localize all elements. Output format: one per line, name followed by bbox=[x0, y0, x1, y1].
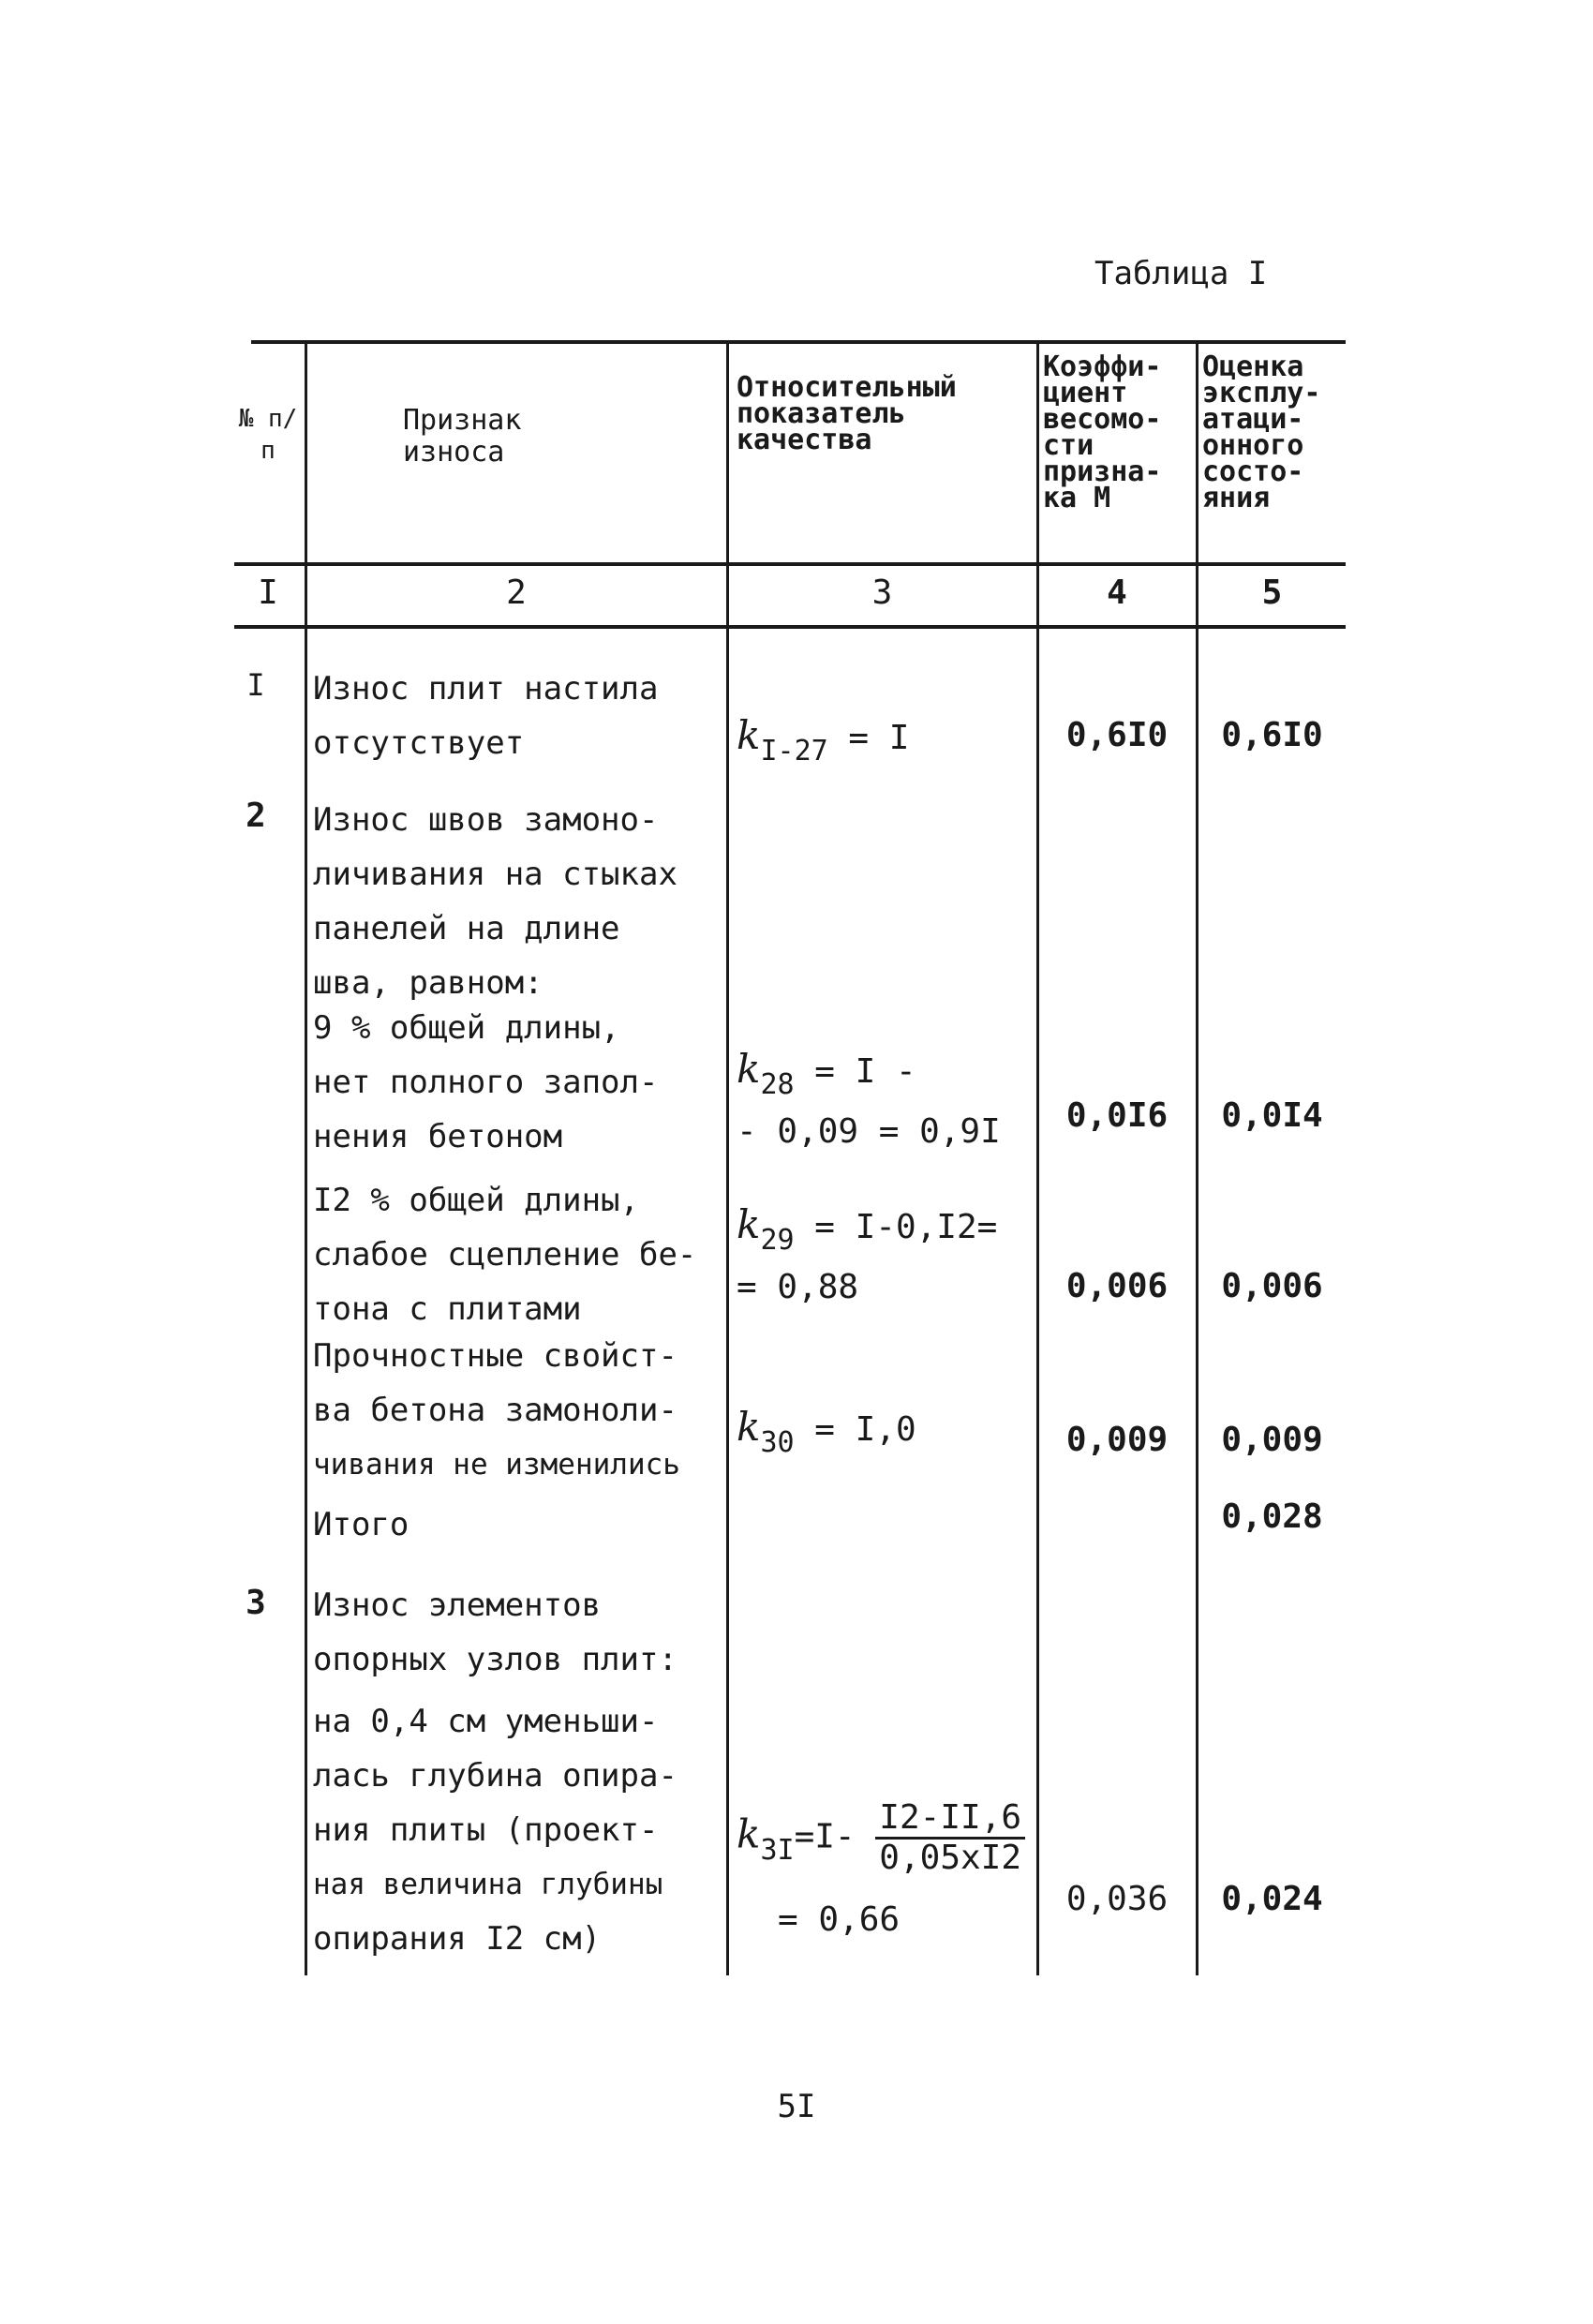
row-1-score: 0,6I0 bbox=[1221, 716, 1323, 754]
header-bottom-rule bbox=[234, 562, 1346, 566]
row-total-score: 0,028 bbox=[1221, 1497, 1323, 1536]
table-caption: Таблица I bbox=[1094, 255, 1268, 292]
row-2b-score: 0,006 bbox=[1221, 1267, 1323, 1305]
row-2c-score: 0,009 bbox=[1221, 1421, 1323, 1459]
row-2-sign: Износ швов замоно- личивания на стыках панелей на длине шва, равном: bbox=[313, 801, 677, 1002]
row-3a-result: = 0,66 bbox=[778, 1900, 901, 1939]
column-number-4: 4 bbox=[1107, 574, 1127, 612]
table-top-rule bbox=[251, 340, 1346, 344]
header-number: № п/п bbox=[238, 405, 298, 465]
row-3a-formula: $k_{3I}=I-$ $\frac{I2-II,6}{0,05xI2}$ bbox=[737, 1799, 1025, 1877]
row-3a-coefficient: 0,036 bbox=[1065, 1880, 1169, 1918]
row-2b-sign: I2 % общей длины, слабое сцепление бе- тона с плитами bbox=[313, 1182, 697, 1328]
row-2b-coefficient: 0,006 bbox=[1065, 1267, 1169, 1305]
row-1-formula: $k_{I-27} = I$ bbox=[737, 712, 910, 767]
header-weight-coefficient: Коэффи- циент весомо- сти призна- ка М bbox=[1043, 350, 1162, 514]
column-number-5: 5 bbox=[1261, 574, 1283, 612]
column-number-3: 3 bbox=[871, 574, 893, 612]
row-2a-score: 0,0I4 bbox=[1221, 1096, 1323, 1135]
header-sign-of-wear: Признак износа bbox=[403, 404, 522, 469]
row-2b-formula: $k_{29} = I-0,I2=$ = 0,88 bbox=[737, 1201, 998, 1306]
row-total-label: Итого bbox=[313, 1506, 409, 1543]
row-2a-coefficient: 0,0I6 bbox=[1065, 1096, 1169, 1135]
header-relative-quality: Относительный показатель качества bbox=[737, 371, 957, 456]
row-1-sign: Износ плит настила отсутствует bbox=[313, 670, 659, 762]
row-2a-sign: 9 % общей длины, нет полного запол- нения бетоном bbox=[313, 1009, 659, 1155]
row-2c-coefficient: 0,009 bbox=[1065, 1421, 1169, 1459]
row-3a-score: 0,024 bbox=[1221, 1880, 1323, 1918]
row-2-number: 2 bbox=[246, 797, 266, 835]
row-3a-sign: на 0,4 см уменьши- лась глубина опира- ния плиты (проект- ная величина глубины опирания I2 см) bbox=[313, 1703, 677, 1958]
row-3-number: 3 bbox=[246, 1584, 266, 1622]
row-1-number: I bbox=[246, 667, 265, 703]
row-2a-formula: $k_{28} = I$ - - 0,09 = 0,9I bbox=[737, 1046, 1001, 1151]
row-3a-fraction: $\frac{I2-II,6}{0,05xI2}$ bbox=[875, 1799, 1025, 1877]
row-2c-formula: $k_{30} = I,0$ bbox=[737, 1404, 916, 1459]
column-numbers-bottom-rule bbox=[234, 625, 1346, 629]
column-number-1: I bbox=[258, 574, 278, 612]
row-2c-sign: Прочностные свойст- ва бетона замоноли- чивания не изменились bbox=[313, 1337, 680, 1482]
header-operational-score: Оценка эксплу- атаци- онного состо- яния bbox=[1202, 350, 1321, 514]
row-3-sign: Износ элементов опорных узлов плит: bbox=[313, 1587, 677, 1678]
row-1-coefficient: 0,6I0 bbox=[1065, 716, 1169, 754]
page-number: 5I bbox=[777, 2088, 816, 2125]
column-number-2: 2 bbox=[506, 574, 527, 612]
